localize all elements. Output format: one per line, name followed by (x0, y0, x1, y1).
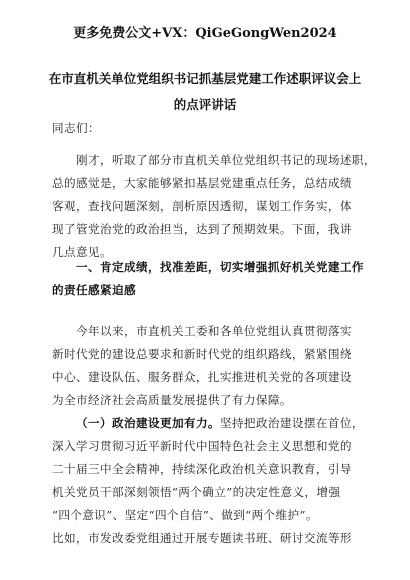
text-line: 比如，市发改委党组通过开展专题读书班、研讨交流等形 (52, 531, 352, 545)
section-heading (52, 256, 368, 302)
subheading: （一）政治建设更加有力。 (76, 416, 220, 430)
text-line: 客观，查找问题深刻，剖析原因透彻，谋划工作务实，体 (52, 199, 352, 213)
paragraph-intro (52, 149, 376, 264)
text-line: 新时代党的建设总要求和新时代党的组织路线，紧紧围绕 (52, 347, 352, 361)
text-line: 二十届三中全会精神，持续深化政治机关意识教育，引导 (52, 462, 352, 476)
paragraph-achievements (52, 320, 368, 412)
text-line: 机关党员干部深刻领悟“两个确立”的决定性意义，增强 (52, 485, 341, 499)
greeting: 同志们： (52, 121, 100, 135)
text-line: 总的感觉是，大家能够紧扣基层党建重点任务，总结成绩 (52, 176, 352, 190)
text-span: 坚持把政治建设摆在首位， (219, 416, 364, 430)
watermark-header: 更多免费公文+VX：QiGeGongWen2024 (73, 26, 337, 41)
title-line: 的点评讲话 (173, 97, 237, 112)
paragraph-political (52, 412, 368, 550)
text-line: “四个意识”、坚定“四个自信”、做到“两个维护”。 (52, 508, 318, 522)
text-line: 今年以来，市直机关工委和各单位党组认真贯彻落实 (76, 324, 352, 338)
text-line: 深入学习贯彻习近平新时代中国特色社会主义思想和党的 (52, 439, 352, 453)
heading-line: 一、肯定成绩，找准差距，切实增强抓好机关党建工作 (76, 260, 364, 274)
title-line: 在市直机关单位党组织书记抓基层党建工作述职评议会上 (48, 71, 362, 86)
document-title (30, 66, 380, 118)
text-line: 为全市经济社会高质量发展提供了有力保障。 (52, 393, 292, 407)
text-line: 刚才，听取了部分市直机关单位党组织书记的现场述职， (76, 153, 376, 167)
text-line: 中心、建设队伍、服务群众，扎实推进机关党的各项建设 (52, 370, 352, 384)
text-line: 现了管党治党的政治担当，达到了预期效果。下面，我讲 (52, 222, 352, 236)
heading-line: 的责任感紧迫感 (52, 283, 136, 297)
text-line (52, 412, 368, 435)
text-line: 几点意见。 (52, 245, 112, 259)
